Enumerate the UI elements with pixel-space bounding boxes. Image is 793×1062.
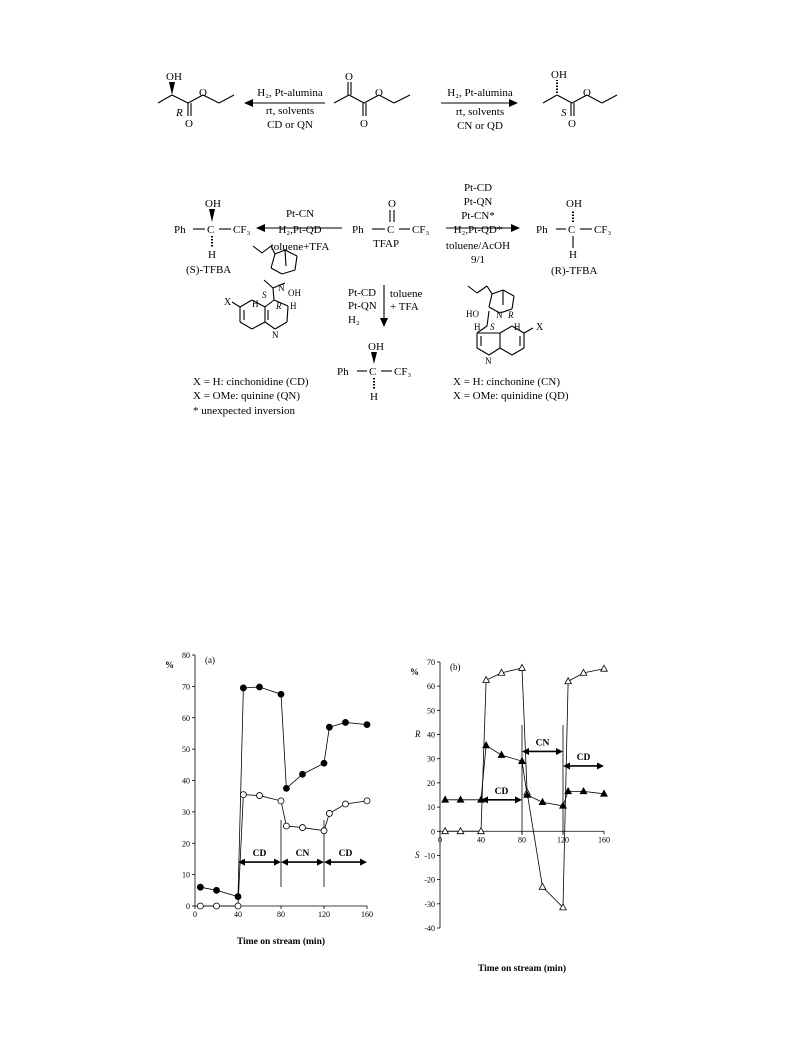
- chart-a-series-0-point: [300, 771, 306, 777]
- chart-b-arrowhead-right: [597, 762, 604, 769]
- chart-b-series-0-point: [519, 664, 526, 670]
- bottom-tfba-ph: Ph: [337, 366, 349, 378]
- chart-a-series-1-point: [197, 903, 203, 909]
- scheme2-right-cond-6: 9/1: [470, 254, 486, 266]
- scheme2-right-cond-3: Pt-CN*: [461, 210, 495, 222]
- s-tfba-c: C: [207, 224, 215, 236]
- chart-a-y-tick-label: 80: [182, 651, 190, 660]
- r-tfba-cf3: CF₃: [594, 224, 612, 236]
- cd-x: X: [224, 297, 232, 308]
- chart-a-arrowhead-right: [274, 859, 281, 866]
- chart-b-y-tick-label: 60: [427, 682, 435, 692]
- chart-a-series-1-point: [283, 823, 289, 829]
- chart-a-annotation-label: CD: [252, 849, 267, 860]
- cd-h2: H: [290, 301, 297, 311]
- chart-b-y-tick-label: -10: [424, 851, 435, 861]
- pyruvate-top-o: O: [345, 71, 353, 83]
- chart-a-series-0-point: [278, 691, 284, 697]
- r-lactate-stereo: R: [176, 107, 183, 119]
- chart-a-y-tick-label: 10: [182, 870, 190, 880]
- s-ethyl-lactate-structure: [543, 80, 617, 116]
- cn-n: N: [496, 310, 503, 320]
- r-tfba-ph: Ph: [536, 224, 548, 236]
- chart-b-y-label-lower: S: [415, 849, 420, 860]
- chart-b-x-tick-label: 120: [557, 835, 569, 845]
- chart-b-series-1-point: [498, 752, 505, 758]
- cn-quinoline-n: N: [485, 356, 492, 366]
- chart-a-y-tick-label: 60: [182, 713, 190, 723]
- chart-a-y-tick-label: 20: [182, 839, 190, 849]
- cn-note-2: X = OMe: quinidine (QD): [453, 390, 569, 402]
- chart-b-x-tick-label: 160: [598, 835, 610, 845]
- chart-b-y-tick-label: 50: [427, 706, 435, 716]
- chart-a-series-1-point: [326, 810, 332, 816]
- scheme2-down-cat-3: H₂: [348, 314, 360, 326]
- tfap-cf3: CF₃: [412, 224, 430, 236]
- chart-b-series-0-line: [445, 668, 604, 907]
- chart-a-arrowhead-right: [317, 859, 324, 866]
- cn-h1: H: [474, 322, 481, 332]
- scheme1-left-cond-1: H₂, Pt-alumina: [257, 87, 323, 99]
- chart-a-series-1-point: [343, 801, 349, 807]
- chart-b-y-tick-label: 30: [427, 754, 435, 764]
- r-lactate-oh: OH: [166, 71, 182, 83]
- chart-a-x-tick-label: 80: [277, 910, 285, 919]
- s-tfba-cf3: CF₃: [233, 224, 251, 236]
- chart-a-series-1-point: [300, 825, 306, 831]
- scheme2-down-solvent-1: toluene: [390, 288, 423, 300]
- r-tfba-label: (R)-TFBA: [551, 265, 598, 277]
- scheme-2-text: [174, 182, 611, 417]
- chart-a-y-tick-label: 70: [182, 682, 190, 692]
- scheme2-right-cond-1: Pt-CD: [463, 182, 493, 194]
- r-lactate-carbonyl-o: O: [185, 118, 193, 130]
- chart-b-series-0-point: [565, 678, 572, 684]
- chart-b-arrowhead-right: [556, 748, 563, 755]
- chart-a-series-0-point: [240, 685, 246, 691]
- chart-a-arrowhead-left: [281, 859, 288, 866]
- chart-a-x-tick-label: 0: [193, 910, 197, 919]
- tfap-c: C: [387, 224, 395, 236]
- cn-note-1: X = H: cinchonine (CN): [453, 376, 561, 388]
- chart-b-series-1-point: [539, 799, 546, 805]
- s-tfba-label: (S)-TFBA: [186, 264, 232, 276]
- scheme2-right-cond-2: Pt-QN: [463, 196, 493, 208]
- chart-a-series-1-point: [278, 798, 284, 804]
- r-lactate-ester-o: O: [199, 87, 207, 99]
- cinchonine-structure: [468, 286, 533, 355]
- bottom-tfba-h: H: [370, 391, 378, 403]
- chart-panel-a: [165, 651, 373, 947]
- chart-a-series-0-point: [343, 719, 349, 725]
- r-tfba-oh: OH: [566, 198, 582, 210]
- chart-b-y-tick-label: 0: [431, 827, 435, 837]
- chart-b-x-tick-label: 0: [438, 835, 442, 845]
- chart-b-y-label-upper: R: [415, 728, 421, 739]
- chart-b-x-tick-label: 80: [518, 835, 526, 845]
- cd-stereo-r: R: [276, 301, 282, 311]
- pyruvate-carbonyl-o: O: [360, 118, 368, 130]
- chart-a-series-1-point: [321, 828, 327, 834]
- chart-a-series-0-point: [283, 785, 289, 791]
- cd-note-1: X = H: cinchonidine (CD): [193, 376, 309, 388]
- chart-a-y-tick-label: 0: [186, 902, 190, 911]
- chart-a-panel-label: (a): [205, 655, 215, 665]
- bottom-tfba-cf3: CF₃: [394, 366, 412, 378]
- chart-b-series-0-point: [442, 828, 449, 834]
- scheme2-right-cond-5: toluene/AcOH: [445, 240, 511, 252]
- chart-a-series-1-point: [364, 798, 370, 804]
- r-ethyl-lactate-structure: [158, 82, 234, 116]
- cd-note-3: * unexpected inversion: [193, 405, 296, 417]
- bottom-tfba-oh: OH: [368, 341, 384, 353]
- s-tfba-oh: OH: [205, 198, 221, 210]
- scheme1-left-cond-3: CD or QN: [267, 119, 313, 131]
- chart-b-annotation-label: CD: [494, 786, 509, 797]
- chart-b-x-tick-label: 40: [477, 835, 485, 845]
- chart-a-series-0-point: [326, 724, 332, 730]
- tfap-label: TFAP: [373, 238, 400, 250]
- chart-b-series-1-point: [580, 788, 587, 794]
- chart-b-series-0-point: [601, 665, 608, 671]
- chart-a-arrowhead-right: [360, 859, 367, 866]
- chart-b-series-0-point: [483, 677, 490, 683]
- chart-b-series-1-point: [442, 796, 449, 802]
- chart-b-arrowhead-right: [515, 796, 522, 803]
- tfap-ph: Ph: [352, 224, 364, 236]
- chart-b-series-1-point: [457, 796, 464, 802]
- chart-b-y-tick-label: 20: [427, 778, 435, 788]
- cn-stereo-r: R: [508, 310, 514, 320]
- tfap-o: O: [388, 198, 396, 210]
- chart-a-y-tick-label: 30: [182, 807, 190, 817]
- chart-a-y-tick-label: 50: [182, 745, 190, 755]
- cd-quinoline-n: N: [272, 330, 279, 340]
- chart-a-series-0-point: [364, 722, 370, 728]
- chart-b-series-0-point: [457, 828, 464, 834]
- chart-b-annotation-label: CN: [535, 738, 550, 749]
- chart-a-series-1-point: [235, 903, 241, 909]
- cd-oh: OH: [288, 288, 301, 298]
- scheme2-down-cat-1: Pt-CD: [348, 287, 377, 299]
- chart-a-x-tick-label: 160: [361, 910, 373, 919]
- chart-a-series-0-point: [214, 887, 220, 893]
- chart-a-series-0-point: [197, 884, 203, 890]
- chart-a-x-tick-label: 40: [234, 910, 242, 919]
- chart-panel-b: [410, 658, 610, 974]
- chart-a-y-label: %: [165, 660, 174, 670]
- scheme2-left-cond-2: H₂,Pt-QD: [278, 224, 322, 236]
- s-lactate-oh: OH: [551, 69, 567, 81]
- cd-h1: H: [252, 299, 259, 309]
- chart-b-y-label: %: [410, 667, 419, 677]
- s-lactate-stereo: S: [561, 107, 567, 119]
- scheme2-right-cond-4: H₂,Pt-QD*: [453, 224, 503, 236]
- scheme1-right-cond-2: rt, solvents: [455, 106, 505, 118]
- scheme1-left-cond-2: rt, solvents: [265, 105, 315, 117]
- chart-a-series-1-point: [214, 903, 220, 909]
- s-tfba-ph: Ph: [174, 224, 186, 236]
- scheme2-down-solvent-2: + TFA: [390, 301, 419, 313]
- chart-b-y-tick-label: 10: [427, 803, 435, 813]
- cn-ho: HO: [466, 309, 479, 319]
- chart-b-series-0-point: [478, 828, 485, 834]
- r-tfba-c: C: [568, 224, 576, 236]
- scheme1-right-cond-1: H₂, Pt-alumina: [447, 87, 513, 99]
- chart-b-y-tick-label: 70: [427, 658, 435, 667]
- chart-b-x-label: Time on stream (min): [477, 964, 567, 974]
- chart-a-series-1-point: [240, 792, 246, 798]
- scheme-1-text: [166, 69, 591, 132]
- chart-a-arrowhead-left: [324, 859, 331, 866]
- s-lactate-carbonyl-o: O: [568, 118, 576, 130]
- chart-a-series-0-line: [200, 687, 367, 897]
- r-tfba-h: H: [569, 249, 577, 261]
- chart-b-panel-label: (b): [450, 662, 461, 672]
- cd-note-2: X = OMe: quinine (QN): [193, 390, 301, 402]
- chart-a-y-tick-label: 40: [182, 776, 190, 786]
- scheme2-left-cond-1: Pt-CN: [285, 208, 315, 220]
- scheme1-right-cond-3: CN or QD: [457, 120, 503, 132]
- cd-stereo-s: S: [262, 290, 267, 300]
- scheme2-left-cond-3: toluene+TFA: [270, 241, 330, 253]
- chart-b-y-tick-label: -30: [424, 899, 435, 909]
- s-tfba-h: H: [208, 249, 216, 261]
- cd-n: N: [278, 283, 285, 293]
- chart-a-series-1-point: [257, 793, 263, 799]
- scheme-1: [158, 80, 617, 116]
- chart-b-annotation-label: CD: [576, 752, 591, 763]
- chart-a-series-0-point: [257, 684, 263, 690]
- cn-stereo-s: S: [490, 322, 495, 332]
- s-lactate-ester-o: O: [583, 87, 591, 99]
- chart-a-annotation-label: CN: [295, 849, 310, 860]
- cn-x: X: [536, 322, 544, 333]
- chart-b-y-tick-label: -40: [424, 924, 435, 933]
- chart-a-series-0-point: [321, 760, 327, 766]
- chart-b-series-0-point: [539, 883, 546, 889]
- ethyl-pyruvate-structure: [334, 82, 410, 116]
- chart-b-y-tick-label: -20: [424, 875, 435, 885]
- scheme2-down-cat-2: Pt-QN: [348, 300, 377, 312]
- chart-a-x-tick-label: 120: [318, 910, 330, 919]
- pyruvate-ester-o: O: [375, 87, 383, 99]
- bottom-tfba-c: C: [369, 366, 377, 378]
- cn-h2: H: [514, 322, 521, 332]
- chart-a-x-label: Time on stream (min): [236, 937, 326, 947]
- chart-a-annotation-label: CD: [338, 849, 353, 860]
- chart-b-y-tick-label: 40: [427, 730, 435, 740]
